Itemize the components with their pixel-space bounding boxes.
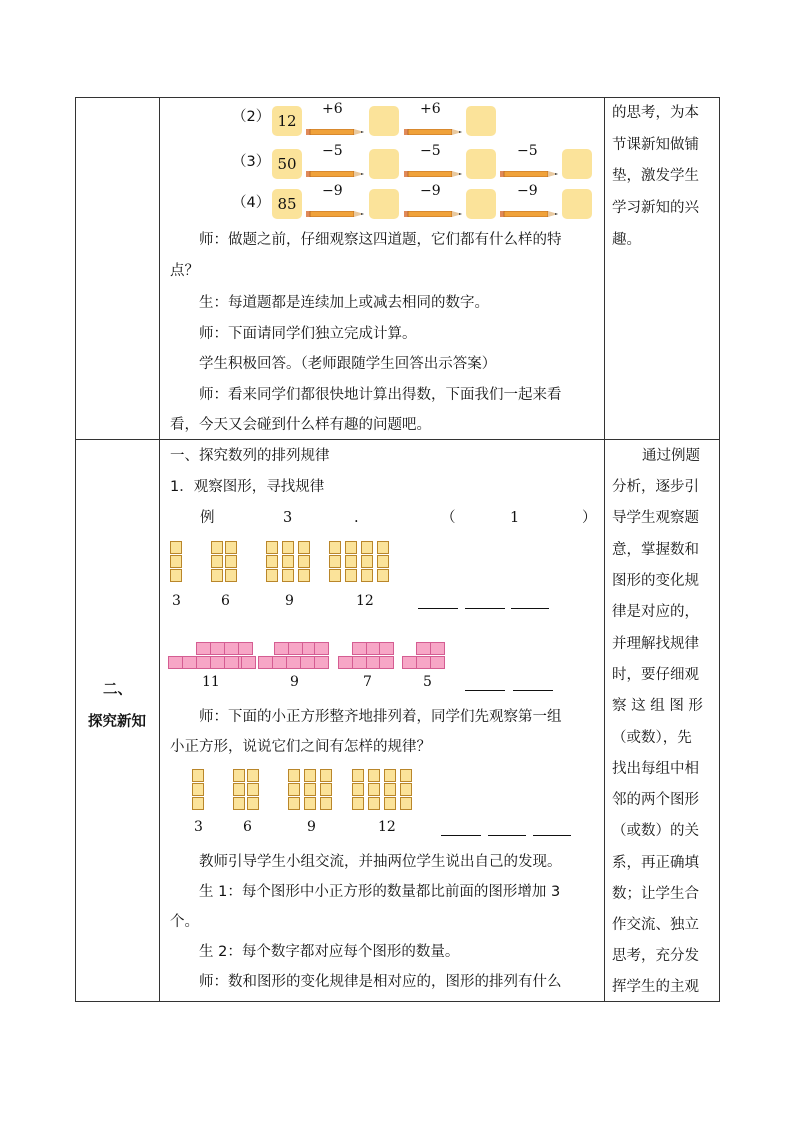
operation-label: −5 xyxy=(322,143,343,159)
sequence-label: （2） xyxy=(232,109,271,125)
square-group-12 xyxy=(329,541,393,583)
answer-box[interactable] xyxy=(369,106,399,136)
example-index: 1 xyxy=(510,510,520,526)
note-line: 图形的变化规 xyxy=(612,573,699,589)
table-col-divider-1 xyxy=(159,97,160,1002)
paragraph: 教师引导学生小组交流，并抽两位学生说出自己的发现。 xyxy=(199,854,562,870)
square-group-6 xyxy=(211,541,241,583)
answer-blank[interactable] xyxy=(511,608,549,609)
paragraph: 生：每道题都是连续加上或减去相同的数字。 xyxy=(199,295,489,311)
note-line: 节课新知做铺 xyxy=(612,137,699,153)
operation-label: −9 xyxy=(517,183,538,199)
paragraph: 师：看来同学们都很快地计算出得数，下面我们一起来看 xyxy=(199,387,562,403)
table-row-divider xyxy=(75,439,720,440)
square-group-3 xyxy=(170,541,184,583)
answer-box[interactable] xyxy=(562,189,592,219)
note-line: 通过例题 xyxy=(642,448,700,464)
paragraph: 师：数和图形的变化规律是相对应的，图形的排列有什么 xyxy=(199,974,562,990)
square-group-9 xyxy=(288,769,336,811)
sequence-label: （3） xyxy=(232,154,271,170)
table-left-border xyxy=(75,97,76,1002)
note-line: 趣。 xyxy=(612,232,641,248)
pencil-arrow-icon xyxy=(306,202,364,208)
pattern-number: 3 xyxy=(172,593,181,609)
note-line: 找出每组中相 xyxy=(612,761,699,777)
note-line: 学习新知的兴 xyxy=(612,200,699,216)
pink-group-5 xyxy=(402,642,446,670)
note-line: 意，掌握数和 xyxy=(612,542,699,558)
paragraph: 看，今天又会碰到什么样有趣的问题吧。 xyxy=(170,417,431,433)
pattern-number: 9 xyxy=(307,819,316,835)
table-bottom-border xyxy=(75,1001,720,1002)
answer-blank[interactable] xyxy=(533,835,571,836)
answer-box[interactable] xyxy=(466,106,496,136)
pencil-arrow-icon xyxy=(404,120,462,126)
answer-blank[interactable] xyxy=(441,835,481,836)
pink-group-9 xyxy=(258,642,330,670)
pattern-number: 5 xyxy=(423,674,432,690)
example-number: 3 xyxy=(283,510,293,526)
table-top-border xyxy=(75,97,720,98)
note-line: 导学生观察题 xyxy=(612,510,699,526)
pattern-number: 9 xyxy=(290,674,299,690)
pencil-arrow-icon xyxy=(500,202,558,208)
section-number: 二、 xyxy=(103,682,132,698)
answer-box[interactable] xyxy=(562,149,592,179)
answer-blank[interactable] xyxy=(488,835,526,836)
example-dot: . xyxy=(354,510,359,526)
operation-label: −9 xyxy=(420,183,441,199)
pattern-number: 7 xyxy=(363,674,372,690)
answer-blank[interactable] xyxy=(465,690,505,691)
table-col-divider-2 xyxy=(604,97,605,1002)
answer-box[interactable] xyxy=(466,149,496,179)
answer-blank[interactable] xyxy=(513,690,553,691)
sequence-label: （4） xyxy=(232,195,271,211)
note-line: 思考，充分发 xyxy=(612,948,699,964)
square-group-12 xyxy=(352,769,416,811)
note-line: 作交流、独立 xyxy=(612,917,699,933)
answer-box[interactable] xyxy=(369,189,399,219)
pink-group-11 xyxy=(168,642,256,670)
start-number-box: 12 xyxy=(272,106,302,136)
paragraph: 点？ xyxy=(170,263,199,279)
pink-group-7 xyxy=(338,642,394,670)
square-group-3 xyxy=(192,769,206,811)
note-line: （或数）的关 xyxy=(612,823,699,839)
paragraph: 生 1：每个图形中小正方形的数量都比前面的图形增加 3 xyxy=(199,884,561,900)
note-line: 时，要仔细观 xyxy=(612,667,699,683)
answer-box[interactable] xyxy=(369,149,399,179)
paragraph: 小正方形，说说它们之间有怎样的规律？ xyxy=(170,739,431,755)
pencil-arrow-icon xyxy=(404,162,462,168)
paragraph: 师：下面的小正方形整齐地排列着，同学们先观察第一组 xyxy=(199,709,562,725)
paragraph: 个。 xyxy=(170,914,199,930)
note-line: 垫，激发学生 xyxy=(612,168,699,184)
operation-label: +6 xyxy=(420,101,441,117)
paragraph: 师：下面请同学们独立完成计算。 xyxy=(199,326,417,342)
pattern-number: 12 xyxy=(378,819,396,835)
sub-heading: 1．观察图形，寻找规律 xyxy=(170,479,325,495)
operation-label: −5 xyxy=(420,143,441,159)
pencil-arrow-icon xyxy=(306,162,364,168)
answer-blank[interactable] xyxy=(465,608,505,609)
section-title: 探究新知 xyxy=(88,714,146,730)
pattern-number: 6 xyxy=(221,593,230,609)
start-number-box: 50 xyxy=(272,149,302,179)
pattern-number: 3 xyxy=(194,819,203,835)
operation-label: −9 xyxy=(322,183,343,199)
example-paren-open: （ xyxy=(441,510,456,526)
note-line: （或数），先 xyxy=(612,730,692,746)
answer-blank[interactable] xyxy=(418,608,458,609)
pencil-arrow-icon xyxy=(500,162,558,168)
note-line: 系，再正确填 xyxy=(612,855,699,871)
note-line: 并理解找规律 xyxy=(612,636,699,652)
pattern-number: 6 xyxy=(243,819,252,835)
paragraph: 师：做题之前，仔细观察这四道题，它们都有什么样的特 xyxy=(199,232,562,248)
paragraph: 生 2：每个数字都对应每个图形的数量。 xyxy=(199,944,460,960)
note-line: 的思考，为本 xyxy=(612,105,699,121)
table-right-border xyxy=(719,97,720,1002)
pencil-arrow-icon xyxy=(306,120,364,126)
operation-label: +6 xyxy=(322,101,343,117)
start-number-box: 85 xyxy=(272,189,302,219)
note-line: 分析，逐步引 xyxy=(612,479,699,495)
note-line: 邻的两个图形 xyxy=(612,792,699,808)
pencil-arrow-icon xyxy=(404,202,462,208)
example-paren-close: ） xyxy=(582,510,597,526)
pattern-number: 12 xyxy=(356,593,374,609)
paragraph: 学生积极回答。（老师跟随学生回答出示答案） xyxy=(199,356,497,372)
section-heading: 一、探究数列的排列规律 xyxy=(170,448,330,464)
example-word: 例 xyxy=(200,510,215,526)
pattern-number: 11 xyxy=(202,674,220,690)
note-line: 挥学生的主观 xyxy=(612,979,699,995)
square-group-6 xyxy=(233,769,263,811)
note-line: 律是对应的， xyxy=(612,604,699,620)
note-line: 察 这 组 图 形 xyxy=(612,698,703,714)
answer-box[interactable] xyxy=(466,189,496,219)
pattern-number: 9 xyxy=(285,593,294,609)
operation-label: −5 xyxy=(517,143,538,159)
square-group-9 xyxy=(266,541,314,583)
note-line: 数；让学生合 xyxy=(612,886,699,902)
